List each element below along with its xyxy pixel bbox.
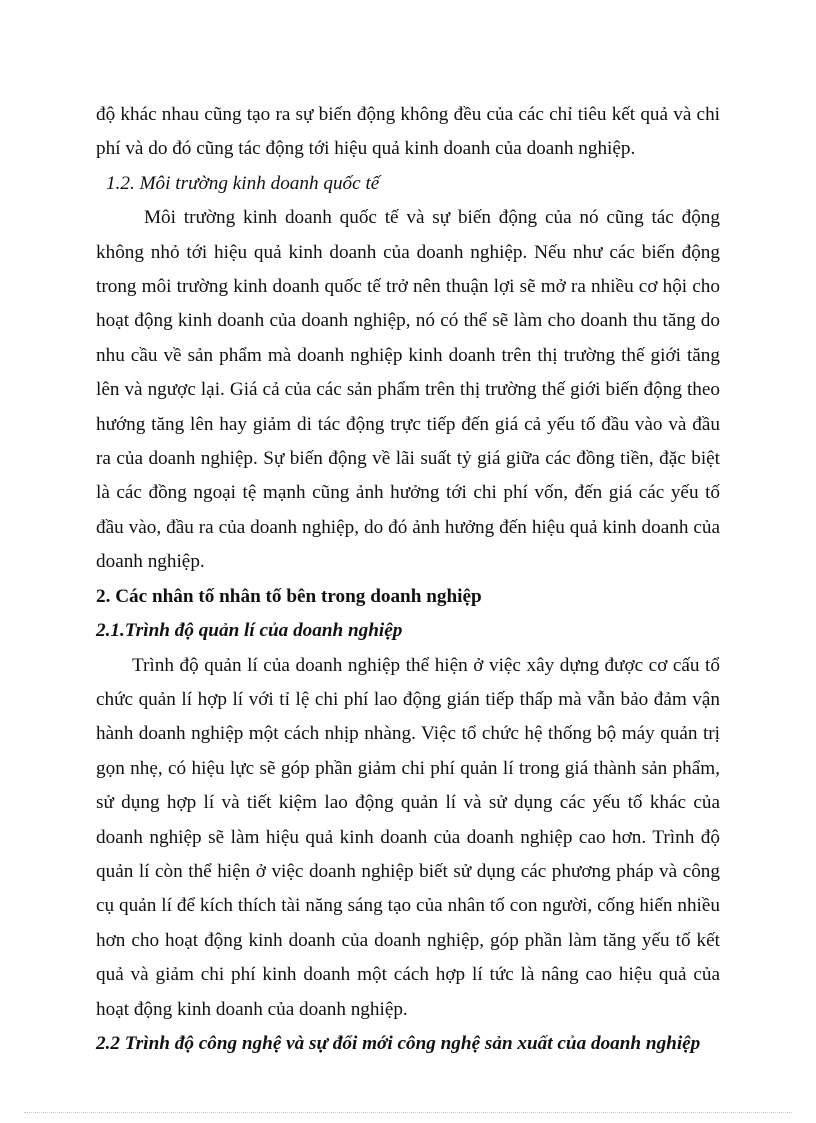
page-bottom-divider [24,1112,792,1113]
paragraph-management-level: Trình độ quản lí của doanh nghiệp thể hiện ở việc xây dựng được cơ cấu tổ chức quản lí hợp lí với tỉ lệ chi phí lao động gián tiếp thấp mà vẫn bảo đảm vận hành doanh nghiệp một cách nhịp nhàng. Việc tổ chức hệ thống bộ máy quản trị gọn nhẹ, có hiệu lực sẽ góp phần giảm chi phí quản lí trong giá thành sản phẩm, sử dụng hợp lí và tiết kiệm lao động quản lí và sử dụng các yếu tố khác của doanh nghiệp sẽ làm hiệu quả kinh doanh của doanh nghiệp cao hơn. Trình độ quản lí còn thể hiện ở việc doanh nghiệp biết sử dụng các phương pháp và công cụ quản lí để kích thích tài năng sáng tạo của nhân tố con người, cống hiến nhiều hơn cho hoạt động kinh doanh của doanh nghiệp, góp phần làm tăng yếu tố kết quả và giảm chi phí kinh doanh một cách hợp lí tức là nâng cao hiệu quả của hoạt động kinh doanh của doanh nghiệp. [96,654,720,1020]
paragraph-continuation: độ khác nhau cũng tạo ra sự biến động không đều của các chỉ tiêu kết quả và chi phí và do đó cũng tác động tới hiệu quả kinh doanh của doanh nghiệp. [96,104,720,160]
paragraph-international-environment: Môi trường kinh doanh quốc tế và sự biến động của nó cũng tác động không nhỏ tới hiệu quả kinh doanh của doanh nghiệp. Nếu như các biến động trong môi trường kinh doanh quốc tế trở nên thuận lợi sẽ mở ra nhiều cơ hội cho hoạt động kinh doanh của doanh nghiệp, nó có thể sẽ làm cho doanh thu tăng do nhu cầu về sản phẩm mà doanh nghiệp kinh doanh trên thị trường thế giới tăng lên và ngược lại. Giá cả của các sản phẩm trên thị trường thế giới biến động theo hướng tăng lên hay giảm di tác động trực tiếp đến giá cả yếu tố đầu vào và đầu ra của doanh nghiệp. Sự biến động về lãi suất tỷ giá giữa các đồng tiền, đặc biệt là các đồng ngoại tệ mạnh cũng ảnh hưởng tới chi phí vốn, đến giá các yếu tố đầu vào, đầu ra của doanh nghiệp, do đó ảnh hưởng đến hiệu quả kinh doanh của doanh nghiệp. [96,207,720,573]
heading-2-internal-factors: 2. Các nhân tố nhân tố bên trong doanh nghiệp [96,585,482,607]
heading-2-2-technology-level: 2.2 Trình độ công nghệ và sự đổi mới công nghệ sản xuất của doanh nghiệp [96,1032,701,1054]
heading-2-1-management-level: 2.1.Trình độ quản lí của doanh nghiệp [96,620,403,642]
heading-1-2-international-environment: 1.2. Môi trường kinh doanh quốc tế [106,172,380,194]
document-body [96,98,720,1061]
